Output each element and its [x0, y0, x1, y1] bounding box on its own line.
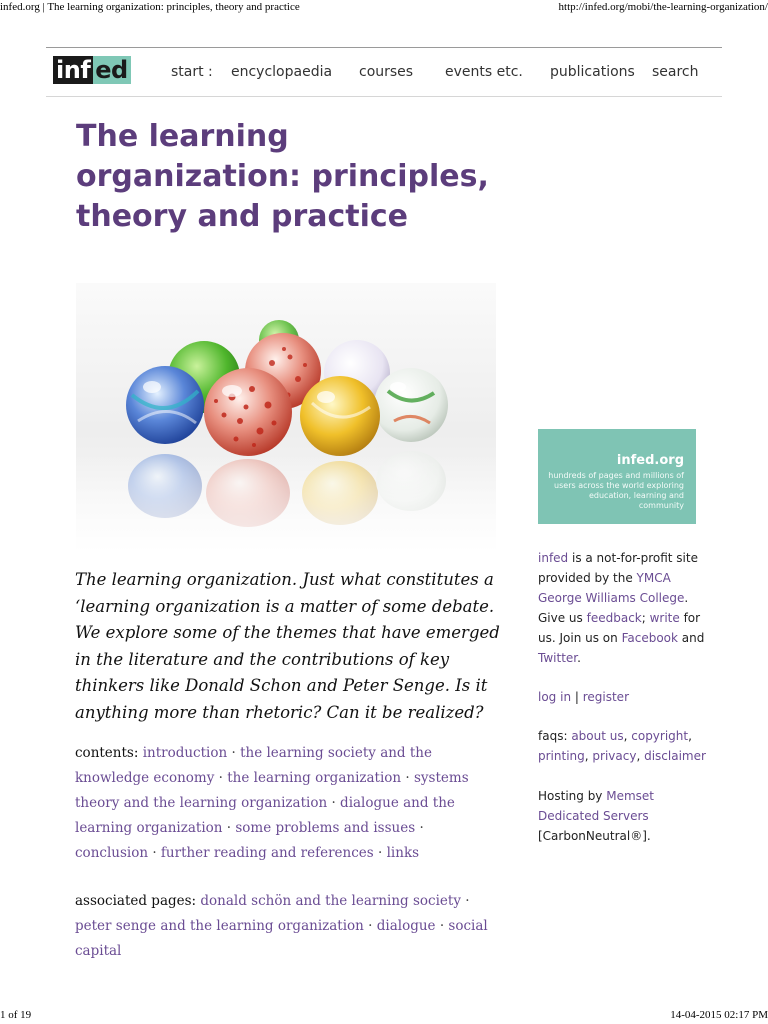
link-introduction[interactable]: introduction	[142, 745, 228, 761]
sidebar-hosting	[538, 786, 718, 846]
infed-promo-banner[interactable]	[538, 429, 696, 524]
link-problems-issues[interactable]: some problems and issues	[235, 820, 416, 836]
page-counter: 1 of 19	[0, 1009, 32, 1021]
intro-paragraph: The learning organization. Just what constitutes a ‘learning organization is a matter of some debate. We explore some of the themes that have emerged in the literature and the contributions of key thinkers like Donald Schon and Peter Senge. Is it anything more than rhetoric? Can it be realized?	[75, 570, 500, 722]
link-twitter[interactable]: Twitter	[538, 651, 578, 665]
link-links[interactable]: links	[386, 845, 420, 861]
hosting-text-2: [CarbonNeutral®].	[538, 829, 651, 843]
link-register[interactable]: register	[582, 690, 629, 704]
about-text-2: . Give us	[538, 591, 689, 625]
sidebar-faqs: faqs: about us, copyright, printing, privacy, disclaimer	[538, 729, 706, 763]
link-feedback[interactable]: feedback	[586, 611, 642, 625]
print-timestamp: 14-04-2015 02:17 PM	[670, 1009, 768, 1021]
print-header-url: http://infed.org/mobi/the-learning-organization/	[558, 1, 768, 13]
link-memset[interactable]: Memset Dedicated Servers	[538, 789, 654, 823]
link-write[interactable]: write	[649, 611, 680, 625]
nav-start[interactable]: start :	[171, 64, 213, 80]
link-dialogue-page[interactable]: dialogue	[376, 918, 436, 934]
contents-label: contents:	[75, 745, 139, 761]
link-about-us[interactable]: about us	[571, 729, 624, 743]
link-infed[interactable]: infed	[538, 551, 569, 565]
nav-encyclopaedia[interactable]: encyclopaedia	[231, 64, 333, 80]
link-ymca[interactable]: YMCA George Williams College	[538, 571, 685, 605]
link-conclusion[interactable]: conclusion	[75, 845, 149, 861]
about-text-6: .	[577, 651, 581, 665]
nav-search[interactable]: search	[652, 64, 699, 80]
hosting-text-1: Hosting by	[538, 789, 607, 803]
print-header-title: infed.org | The learning organization: principles, theory and practice	[0, 1, 300, 13]
logo-part-ed: ed	[93, 56, 130, 84]
print-footer	[0, 1008, 768, 1024]
link-learning-organization[interactable]: the learning organization	[227, 770, 402, 786]
link-dialogue[interactable]: dialogue and the learning organization	[75, 795, 455, 836]
link-privacy[interactable]: privacy	[592, 749, 637, 763]
associated-label: associated pages:	[75, 893, 197, 909]
link-systems-theory[interactable]: systems theory and the learning organization	[75, 770, 469, 811]
about-text-3: ;	[641, 611, 650, 625]
infed-logo[interactable]	[53, 56, 140, 84]
sidebar-about	[538, 548, 718, 668]
marbles-hero-image	[76, 283, 496, 549]
about-text-4: for us. Join us on	[538, 611, 701, 645]
link-donald-schon[interactable]: donald schön and the learning society	[200, 893, 461, 909]
page-title: The learning organization: principles, theory and practice	[76, 119, 489, 234]
promo-title: infed.org	[616, 453, 684, 468]
nav-courses[interactable]: courses	[359, 64, 414, 80]
link-peter-senge[interactable]: peter senge and the learning organization	[75, 918, 364, 934]
link-copyright[interactable]: copyright	[631, 729, 689, 743]
link-printing[interactable]: printing	[538, 749, 585, 763]
faqs-label: faqs:	[538, 729, 572, 743]
sidebar-account	[538, 687, 718, 707]
promo-text: hundreds of pages and millions of users across the world exploring education, learning and community	[548, 471, 684, 510]
about-text-5: and	[677, 631, 705, 645]
associated-pages: associated pages: donald schön and the learning society · peter senge and the learning organization · dialogue · social capital	[75, 893, 488, 959]
link-social-capital[interactable]: social capital	[75, 918, 488, 959]
link-login[interactable]: log in	[538, 690, 572, 704]
account-separator: |	[571, 690, 583, 704]
nav-events[interactable]: events etc.	[445, 64, 523, 80]
top-navbar	[46, 47, 722, 97]
nav-publications[interactable]: publications	[550, 64, 635, 80]
about-text-1: is a not-for-profit site provided by the	[538, 551, 698, 585]
link-facebook[interactable]: Facebook	[621, 631, 678, 645]
contents-list: contents: introduction · the learning society and the knowledge economy · the learning organization · systems theory and the learning organization · dialogue and the learning organization · some problems and issues · conclusion · further reading and references · links	[75, 745, 469, 861]
link-learning-society[interactable]: the learning society and the knowledge economy	[75, 745, 432, 786]
link-disclaimer[interactable]: disclaimer	[644, 749, 706, 763]
link-further-reading[interactable]: further reading and references	[160, 845, 374, 861]
print-header	[0, 0, 768, 16]
logo-part-in: inf	[53, 56, 93, 84]
